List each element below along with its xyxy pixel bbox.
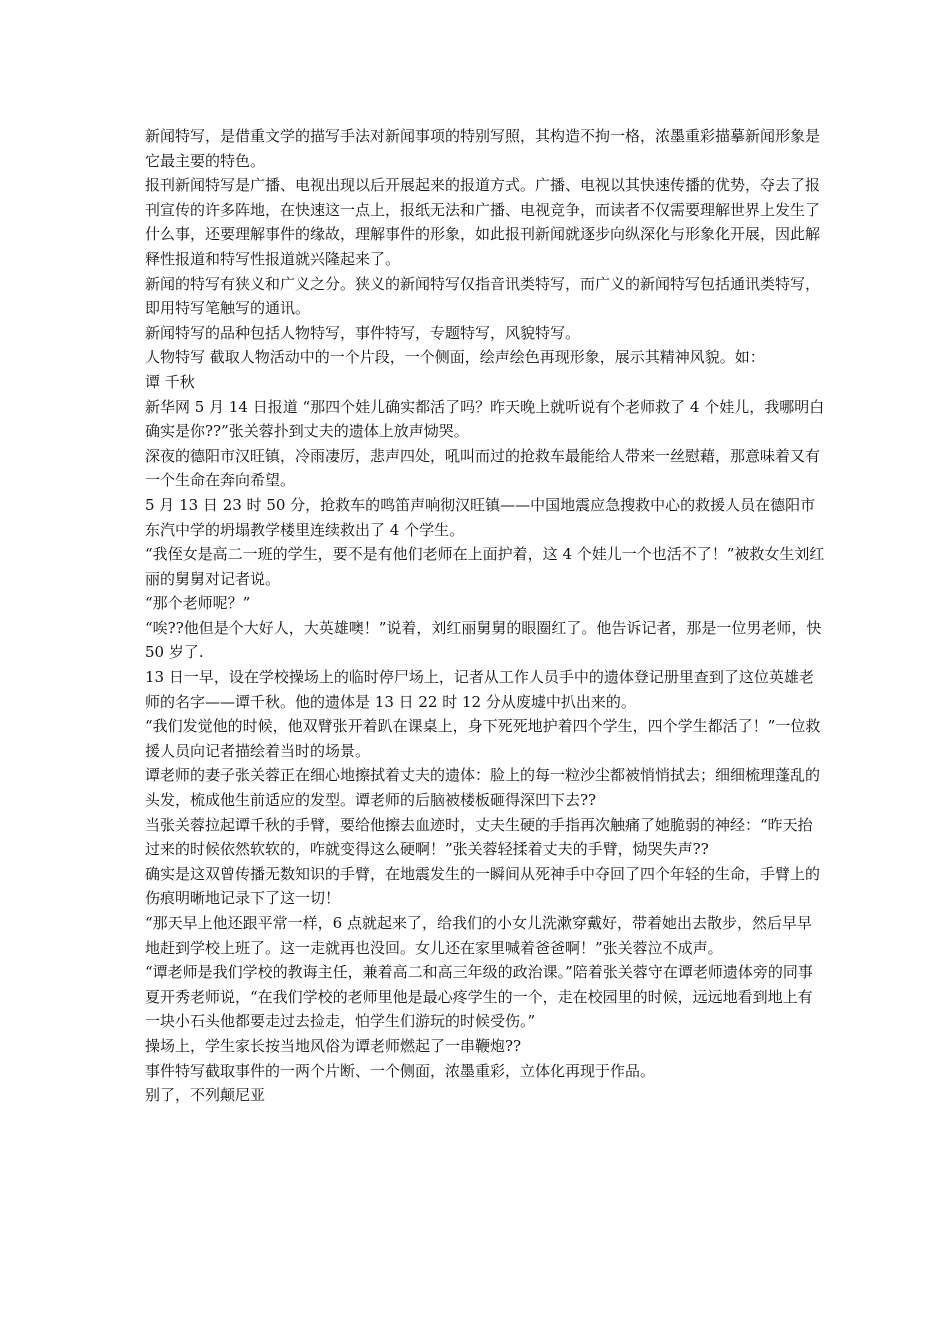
paragraph: 当张关蓉拉起谭千秋的手臂，要给他擦去血迹时，丈夫生硬的手指再次触痛了她脆弱的神经：“昨天抬过来的时候依然软软的，咋就变得这么硬啊！”张关蓉轻揉着丈夫的手臂，恸哭失声?? — [145, 815, 813, 859]
paragraph: 5 月 13 日 23 时 50 分，抢救车的鸣笛声响彻汉旺镇——中国地震应急搜救中心的救援人员在德阳市东汽中学的坍塌教学楼里连续救出了 4 个学生。 — [145, 495, 816, 539]
paragraph-person-feature: 人物特写 截取人物活动中的一个片段，一个侧面，绘声绘色再现形象，展示其精神风貌。如： — [145, 348, 765, 367]
paragraph: 谭老师的妻子张关蓉正在细心地擦拭着丈夫的遗体：脸上的每一粒沙尘都被悄悄拭去；细细梳理蓬乱的头发，梳成他生前适应的发型。谭老师的后脑被楼板砸得深凹下去?? — [145, 766, 821, 810]
paragraph-narrow-broad: 新闻的特写有狭义和广义之分。狭义的新闻特写仅指音讯类特写，而广义的新闻特写包括通讯类特写，即用特写笔触写的通讯。 — [145, 274, 821, 318]
paragraph: 操场上，学生家长按当地风俗为谭老师燃起了一串鞭炮?? — [145, 1036, 522, 1055]
paragraph: 深夜的德阳市汉旺镇，冷雨凄厉，悲声四处，吼叫而过的抢救车最能给人带来一丝慰藉，那意味着又有一个生命在奔向希望。 — [145, 446, 821, 490]
paragraph-definition: 新闻特写，是借重文学的描写手法对新闻事项的特别写照，其构造不拘一格，浓墨重彩描摹新闻形象是它最主要的特色。 — [145, 127, 821, 170]
paragraph: “我侄女是高二一班的学生，要不是有他们老师在上面护着，这 4 个娃儿一个也活不了！”被救女生刘红丽的舅舅对记者说。 — [145, 545, 825, 588]
paragraph: “那天早上他还跟平常一样，6 点就起来了，给我们的小女儿洗漱穿戴好，带着她出去散步，然后早早地赶到学校上班了。这一走就再也没回。女儿还在家里喊着爸爸啊！”张关蓉泣不成声。 — [145, 914, 812, 957]
paragraph: “我们发觉他的时候，他双臂张开着趴在课桌上，身下死死地护着四个学生，四个学生都活了！”一位救援人员向记者描绘着当时的场景。 — [145, 717, 821, 760]
paragraph: 确实是这双曾传播无数知识的手臂，在地震发生的一瞬间从死神手中夺回了四个年轻的生命，手臂上的伤痕明晰地记录下了这一切！ — [145, 864, 821, 908]
example-title: 别了，不列颠尼亚 — [145, 1086, 266, 1105]
paragraph: “那个老师呢？” — [145, 594, 251, 613]
paragraph: 13 日一早，设在学校操场上的临时停尸场上，记者从工作人员手中的遗体登记册里查到了这位英雄老师的名字——谭千秋。他的遗体是 13 日 22 时 12 分从废墟中扒出来的。 — [145, 668, 814, 711]
document-body — [145, 124, 825, 1108]
paragraph: “唉??他但是个大好人，大英雄噢！”说着，刘红丽舅舅的眼圈红了。他告诉记者，那是一位男老师，快 50 岁了. — [145, 618, 822, 662]
paragraph-types: 新闻特写的品种包括人物特写，事件特写，专题特写，风貌特写。 — [145, 323, 581, 342]
paragraph-event-feature: 事件特写截取事件的一两个片断、一个侧面，浓墨重彩，立体化再现于作品。 — [145, 1061, 656, 1080]
paragraph: “谭老师是我们学校的教诲主任，兼着高二和高三年级的政治课。”陪着张关蓉守在谭老师遗体旁的同事夏开秀老师说，“在我们学校的老师里他是最心疼学生的一个，走在校园里的时候，远远地看到地上有一块小石头他都要走过去捡走，怕学生们游玩的时候受伤。” — [145, 963, 813, 1031]
example-title: 谭 千秋 — [145, 372, 195, 391]
paragraph-newspaper-feature: 报刊新闻特写是广播、电视出现以后开展起来的报道方式。广播、电视以其快速传播的优势，夺去了报刊宣传的许多阵地，在快速这一点上，报纸无法和广播、电视竞争，而读者不仅需要理解世界上发生了什么事，还要理解事件的缘故，理解事件的形象，如此报刊新闻就逐步向纵深化与形象化开展，因此解释性报道和特写性报道就兴隆起来了。 — [145, 176, 821, 268]
paragraph: 新华网 5 月 14 日报道 “那四个娃儿确实都活了吗？昨天晚上就听说有个老师救了 4 个娃儿，我哪明白确实是你??”张关蓉扑到丈夫的遗体上放声恸哭。 — [145, 397, 825, 441]
